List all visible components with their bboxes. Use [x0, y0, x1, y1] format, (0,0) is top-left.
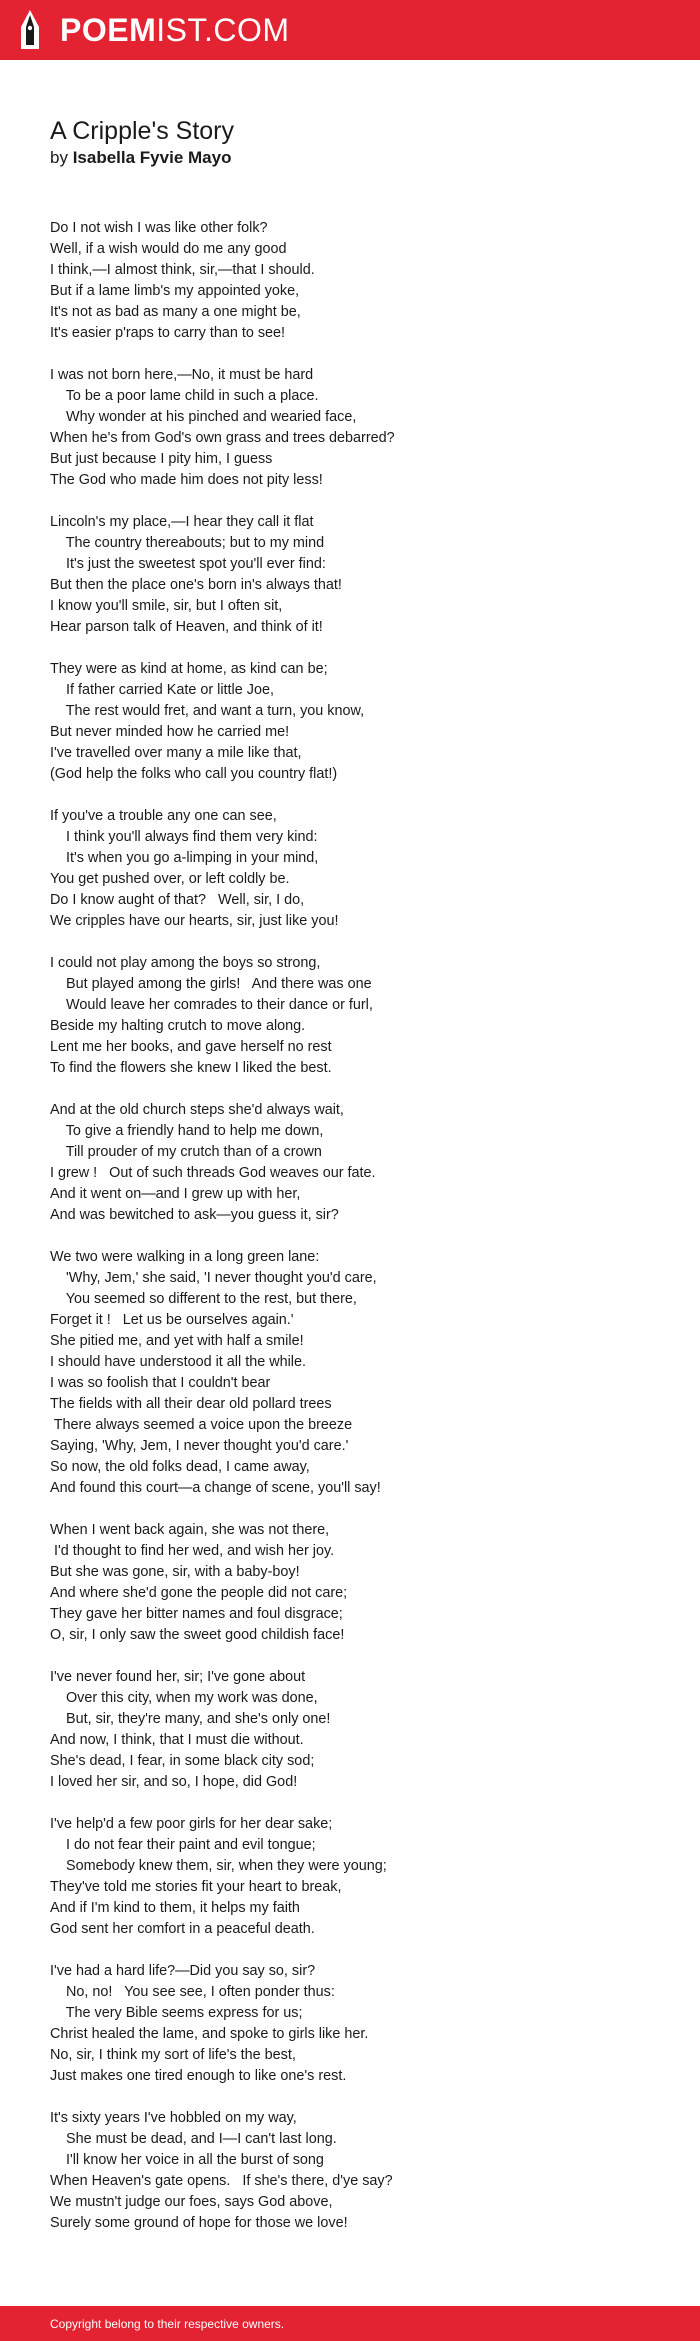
poem-line: I know you'll smile, sir, but I often sit, [50, 598, 283, 614]
logo-bold-text: POEM [60, 12, 157, 48]
poem-line: We cripples have our hearts, sir, just like you! [50, 913, 339, 929]
site-logo[interactable] [60, 12, 290, 48]
stanza [50, 953, 650, 1079]
poem-line: The very Bible seems express for us; [50, 2005, 303, 2021]
poem-line: But just because I pity him, I guess [50, 451, 273, 467]
poem-line: And if I'm kind to them, it helps my faith [50, 1900, 300, 1916]
poem-line: I've had a hard life?—Did you say so, sir? [50, 1963, 316, 1979]
poem-line: To find the flowers she knew I liked the best. [50, 1060, 332, 1076]
poem-line: And now, I think, that I must die without. [50, 1732, 304, 1748]
poem-line: Surely some ground of hope for those we love! [50, 2215, 348, 2231]
poem-line: Beside my halting crutch to move along. [50, 1018, 306, 1034]
stanza [50, 512, 650, 638]
site-footer [0, 2306, 700, 2341]
poem-line: No, sir, I think my sort of life's the best, [50, 2047, 296, 2063]
poem-line: O, sir, I only saw the sweet good childish face! [50, 1627, 345, 1643]
poem-line: The country thereabouts; but to my mind [50, 535, 325, 551]
poem-line: I could not play among the boys so strong, [50, 955, 321, 971]
poem-line: The God who made him does not pity less! [50, 472, 323, 488]
poem-line: She's dead, I fear, in some black city sod; [50, 1753, 315, 1769]
stanza [50, 2108, 650, 2234]
copyright-text: Copyright belong to their respective owners. [50, 2317, 285, 2331]
poem-body [50, 218, 650, 2255]
poem-line: I'd thought to find her wed, and wish her joy. [50, 1543, 335, 1559]
poem-line: I grew ! Out of such threads God weaves our fate. [50, 1165, 376, 1181]
poem-line: Would leave her comrades to their dance or furl, [50, 997, 373, 1013]
stanza [50, 659, 650, 785]
stanza [50, 1247, 650, 1499]
poem-line: They were as kind at home, as kind can be; [50, 661, 328, 677]
stanza [50, 806, 650, 932]
poem-line: It's easier p'raps to carry than to see! [50, 325, 286, 341]
poem-line: It's just the sweetest spot you'll ever find: [50, 556, 326, 572]
poem-line: If father carried Kate or little Joe, [50, 682, 274, 698]
poem-line: I was so foolish that I couldn't bear [50, 1375, 271, 1391]
poem-line: I've help'd a few poor girls for her dear sake; [50, 1816, 333, 1832]
poem-line: Saying, 'Why, Jem, I never thought you'd care.' [50, 1438, 349, 1454]
poem-line: But then the place one's born in's always that! [50, 577, 342, 593]
poem-line: And at the old church steps she'd always wait, [50, 1102, 344, 1118]
poem-line: It's sixty years I've hobbled on my way, [50, 2110, 297, 2126]
poem-line: You seemed so different to the rest, but there, [50, 1291, 357, 1307]
poem-line: So now, the old folks dead, I came away, [50, 1459, 310, 1475]
poem-line: The rest would fret, and want a turn, you know, [50, 703, 365, 719]
poem-line: There always seemed a voice upon the breeze [50, 1417, 353, 1433]
poem-line: It's not as bad as many a one might be, [50, 304, 301, 320]
poem-line: When I went back again, she was not there, [50, 1522, 330, 1538]
poem-line: Hear parson talk of Heaven, and think of it! [50, 619, 323, 635]
pen-nib-icon[interactable] [17, 9, 43, 51]
poem-line: God sent her comfort in a peaceful death. [50, 1921, 315, 1937]
poem-line: When he's from God's own grass and trees debarred? [50, 430, 395, 446]
poem-line: But she was gone, sir, with a baby-boy! [50, 1564, 300, 1580]
poem-line: But never minded how he carried me! [50, 724, 290, 740]
poem-line: Just makes one tired enough to like one's rest. [50, 2068, 347, 2084]
poem-line: But if a lame limb's my appointed yoke, [50, 283, 300, 299]
poem-line: Christ healed the lame, and spoke to girls like her. [50, 2026, 369, 2042]
stanza [50, 1814, 650, 1940]
stanza [50, 1667, 650, 1793]
poem-line: To give a friendly hand to help me down, [50, 1123, 324, 1139]
poem-line: I've never found her, sir; I've gone about [50, 1669, 306, 1685]
poem-line: I think,—I almost think, sir,—that I should. [50, 262, 315, 278]
stanza [50, 1961, 650, 2087]
poem-line: I'll know her voice in all the burst of song [50, 2152, 324, 2168]
stanza [50, 365, 650, 491]
stanza [50, 1100, 650, 1226]
poem-line: Forget it ! Let us be ourselves again.' [50, 1312, 294, 1328]
poem-line: She must be dead, and I—I can't last long. [50, 2131, 337, 2147]
poem-line: And found this court—a change of scene, you'll say! [50, 1480, 381, 1496]
poem-line: The fields with all their dear old pollard trees [50, 1396, 332, 1412]
poem-line: I've travelled over many a mile like that, [50, 745, 302, 761]
poem-line: Well, if a wish would do me any good [50, 241, 287, 257]
poem-line: To be a poor lame child in such a place. [50, 388, 319, 404]
poem-title: A Cripple's Story [50, 117, 235, 145]
poem-line: Over this city, when my work was done, [50, 1690, 318, 1706]
poem-line: If you've a trouble any one can see, [50, 808, 277, 824]
site-header [0, 0, 700, 60]
stanza [50, 218, 650, 344]
poem-line: And where she'd gone the people did not care; [50, 1585, 348, 1601]
poem-line: She pitied me, and yet with half a smile! [50, 1333, 304, 1349]
poem-line: When Heaven's gate opens. If she's there, d'ye say? [50, 2173, 393, 2189]
poem-line: I should have understood it all the while. [50, 1354, 306, 1370]
poem-line: Lent me her books, and gave herself no rest [50, 1039, 332, 1055]
poem-line: Lincoln's my place,—I hear they call it flat [50, 514, 314, 530]
poem-line: It's when you go a-limping in your mind, [50, 850, 319, 866]
poem-line: Do I know aught of that? Well, sir, I do, [50, 892, 305, 908]
logo-light-text: IST.COM [156, 12, 290, 48]
poem-line: (God help the folks who call you country flat!) [50, 766, 338, 782]
poem-line: We two were walking in a long green lane: [50, 1249, 320, 1265]
poem-line: No, no! You see see, I often ponder thus: [50, 1984, 335, 2000]
poem-line: Somebody knew them, sir, when they were young; [50, 1858, 387, 1874]
poem-line: They've told me stories fit your heart to break, [50, 1879, 342, 1895]
poem-line: They gave her bitter names and foul disgrace; [50, 1606, 343, 1622]
poem-line: You get pushed over, or left coldly be. [50, 871, 290, 887]
author-name[interactable]: Isabella Fyvie Mayo [72, 148, 232, 167]
poem-line: And was bewitched to ask—you guess it, sir? [50, 1207, 339, 1223]
poem-line: Till prouder of my crutch than of a crown [50, 1144, 322, 1160]
poem-line: Why wonder at his pinched and wearied face, [50, 409, 357, 425]
poem-line: But, sir, they're many, and she's only one! [50, 1711, 331, 1727]
poem-line: I think you'll always find them very kind: [50, 829, 318, 845]
poem-line: And it went on—and I grew up with her, [50, 1186, 301, 1202]
poem-line: We mustn't judge our foes, says God above, [50, 2194, 333, 2210]
poem-line: I loved her sir, and so, I hope, did God! [50, 1774, 298, 1790]
poem-line: I was not born here,—No, it must be hard [50, 367, 314, 383]
poem-line: Do I not wish I was like other folk? [50, 220, 268, 236]
poem-line: 'Why, Jem,' she said, 'I never thought you'd care, [50, 1270, 377, 1286]
poem-line: I do not fear their paint and evil tongue; [50, 1837, 316, 1853]
by-label: by [50, 148, 68, 167]
byline [50, 147, 231, 169]
poem-line: But played among the girls! And there was one [50, 976, 372, 992]
stanza [50, 1520, 650, 1646]
